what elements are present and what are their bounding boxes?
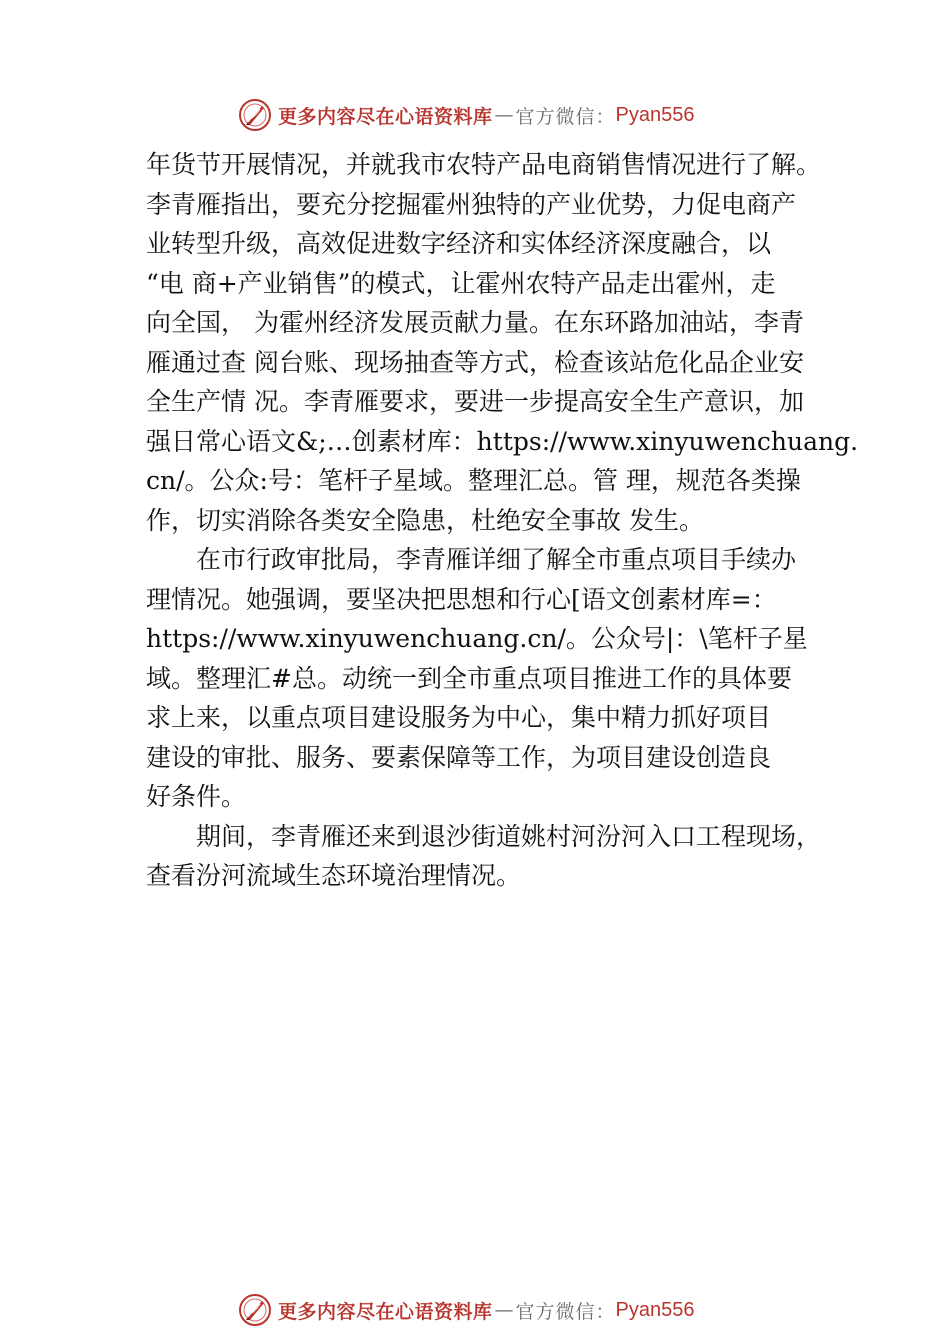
text-line: 理情况。她强调，要坚决把思想和行心[语文创素材库=： [146, 584, 777, 614]
header-banner [238, 95, 695, 135]
text-line: 全生产情 况。李青雁要求，要进一步提高安全生产意识，加 [146, 387, 804, 416]
text-line: 年货节开展情况，并就我市农特产品电商销售情况进行了解。 [146, 150, 822, 179]
text-line: 李青雁指出，要充分挖掘霍州独特的产业优势，力促电商产 [146, 189, 797, 219]
text-line: 求上来，以重点项目建设服务为中心，集中精力抓好项目 [146, 703, 772, 732]
text-line: 强日常心语文&;…创素材库：https://www.xinyuwenchuang. [146, 426, 859, 456]
text-line: https://www.xinyuwenchuang.cn/。公众号|：\笔杆子星 [146, 624, 808, 653]
text-line: 雁通过查 阅台账、现场抽查等方式，检查该站危化品企业安 [146, 347, 804, 377]
banner-promo-text: 更多内容尽在心语资料库 [278, 1300, 493, 1323]
document-body [146, 145, 859, 896]
text-line: 期间，李青雁还来到退沙街道姚村河汾河入口工程现场， [196, 821, 822, 851]
quill-seal-icon [238, 1293, 272, 1327]
footer-banner [238, 1290, 695, 1330]
text-line: 向全国， 为霍州经济发展贡献力量。在东环路加油站，李青 [146, 308, 804, 337]
text-line: 作，切实消除各类安全隐患，杜绝安全事故 发生。 [146, 505, 704, 535]
text-line: 查看汾河流域生态环境治理情况。 [146, 861, 522, 890]
text-line: 建设的审批、服务、要素保障等工作，为项目建设创造良 [146, 742, 772, 772]
banner-separator: — [494, 1299, 514, 1321]
paragraph-2 [146, 540, 826, 817]
text-line: 在市行政审批局，李青雁详细了解全市重点项目手续办 [196, 545, 797, 574]
banner-promo-text: 更多内容尽在心语资料库 [278, 105, 493, 128]
text-line: 业转型升级，高效促进数字经济和实体经济深度融合，以 [146, 229, 772, 258]
banner-wechat-id: Pyan556 [615, 103, 695, 126]
text-line: 域。整理汇#总。动统一到全市重点项目推进工作的具体要 [146, 663, 792, 693]
banner-wechat-id: Pyan556 [615, 1298, 695, 1321]
banner-wechat-label: 官方微信： [515, 1300, 616, 1323]
text-line: 好条件。 [146, 782, 247, 811]
text-line: “电 商+产业销售”的模式，让霍州农特产品走出霍州，走 [146, 268, 776, 298]
paragraph-3 [146, 817, 826, 896]
banner-separator: — [494, 104, 514, 126]
quill-seal-icon [238, 98, 272, 132]
paragraph-1 [146, 145, 859, 540]
text-line: cn/。公众:号：笔杆子星域。整理汇总。管 理，规范各类操 [146, 466, 801, 495]
banner-wechat-label: 官方微信： [515, 105, 616, 128]
